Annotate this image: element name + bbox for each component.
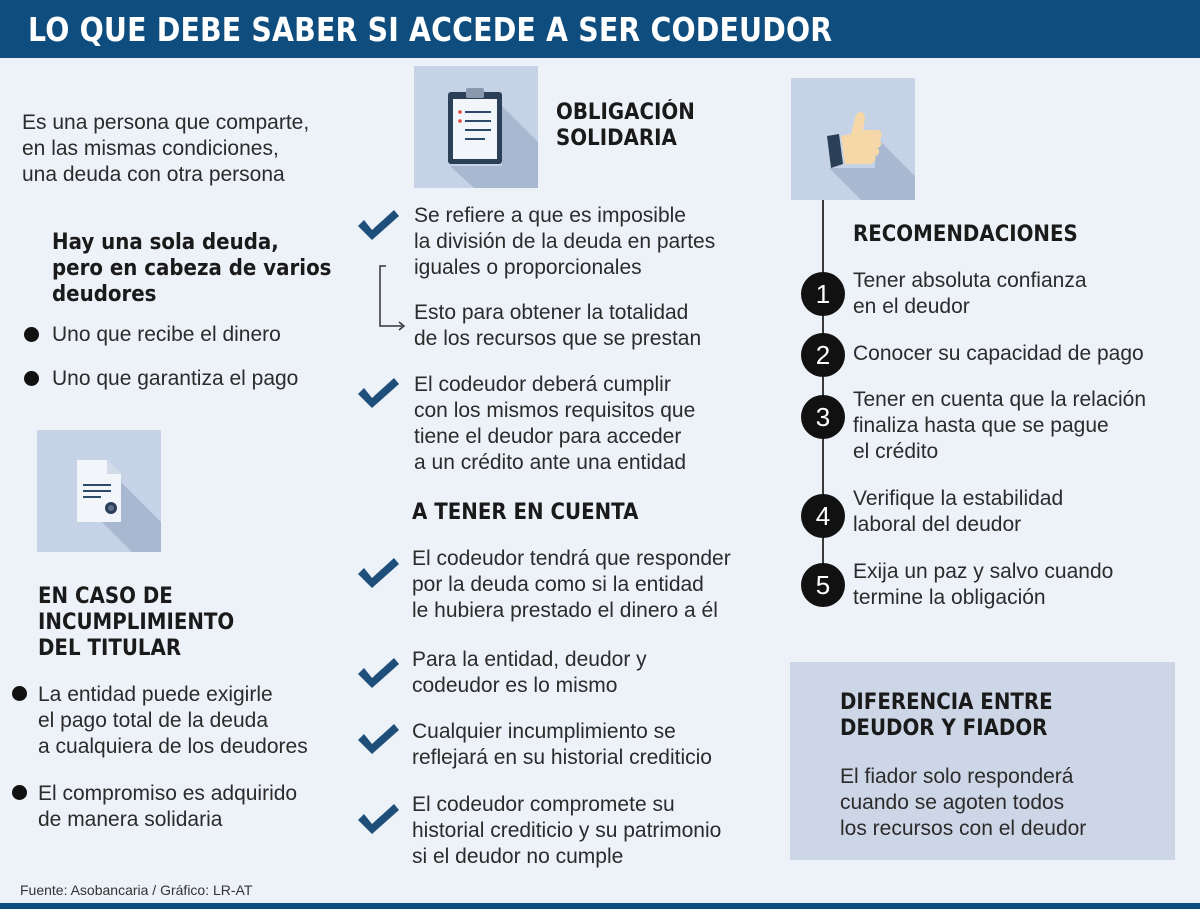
check-icon [356,802,400,836]
recomendacion-item: Conocer su capacidad de pago [853,342,1144,365]
obligacion-title: OBLIGACIÓN SOLIDARIA [556,100,695,151]
recomendaciones-title: RECOMENDACIONES [853,222,1078,247]
tener-item: El codeudor compromete su historial crediticio y su patrimonio si el deudor no cumple [412,793,722,868]
bottom-bar [0,903,1200,909]
thumbs-up-icon [791,78,915,200]
bullet-dot [12,686,27,701]
check-icon [356,376,400,410]
step-number-2: 2 [801,333,845,377]
incumplimiento-item: El compromiso es adquirido de manera solidaria [38,782,298,831]
recomendacion-item: Verifique la estabilidad laboral del deudor [853,487,1064,536]
obligacion-item: Se refiere a que es imposible la división de la deuda en partes iguales o proporcionales [414,204,716,279]
diferencia-title: DIFERENCIA ENTRE DEUDOR Y FIADOR [840,690,1053,741]
bullet-dot [24,327,39,342]
bullet-dot [24,371,39,386]
arrow-bracket-icon [372,262,412,332]
check-icon [356,656,400,690]
tener-en-cuenta-title: A TENER EN CUENTA [412,500,639,525]
bullet-dot [12,785,27,800]
recomendacion-item: Tener absoluta confianza en el deudor [853,269,1087,318]
recomendacion-item: Tener en cuenta que la relación finaliza hasta que se pague el crédito [853,388,1147,463]
check-icon [356,556,400,590]
document-seal-icon [37,430,161,552]
intro-text: Es una persona que comparte, en las mismas condiciones, una deuda con otra persona [22,111,310,186]
bullet-item: Uno que recibe el dinero [52,323,281,346]
clipboard-icon [414,66,538,188]
incumplimiento-item: La entidad puede exigirle el pago total de la deuda a cualquiera de los deudores [38,683,308,758]
recomendacion-item: Exija un paz y salvo cuando termine la obligación [853,560,1114,609]
tener-item: Cualquier incumplimiento se reflejará en su historial crediticio [412,720,712,769]
tener-item: Para la entidad, deudor y codeudor es lo mismo [412,648,647,697]
diferencia-text: El fiador solo responderá cuando se agoten todos los recursos con el deudor [840,765,1087,840]
header-bar [0,0,1200,58]
tener-item: El codeudor tendrá que responder por la deuda como si la entidad le hubiera prestado el dinero a él [412,547,731,622]
page-title: LO QUE DEBE SABER SI ACCEDE A SER CODEUDOR [28,10,833,49]
step-number-5: 5 [801,563,845,607]
step-number-3: 3 [801,395,845,439]
check-icon [356,722,400,756]
obligacion-item: El codeudor deberá cumplir con los mismos requisitos que tiene el deudor para acceder a un crédito ante una entidad [414,373,696,474]
check-icon [356,208,400,242]
single-debt-subtitle: Hay una sola deuda, pero en cabeza de varios deudores [52,230,332,307]
obligacion-subitem: Esto para obtener la totalidad de los recursos que se prestan [414,301,702,350]
bullet-item: Uno que garantiza el pago [52,367,299,390]
source-credit: Fuente: Asobancaria / Gráfico: LR-AT [20,882,253,898]
incumplimiento-title: EN CASO DE INCUMPLIMIENTO DEL TITULAR [38,584,235,661]
step-number-4: 4 [801,494,845,538]
step-number-1: 1 [801,272,845,316]
